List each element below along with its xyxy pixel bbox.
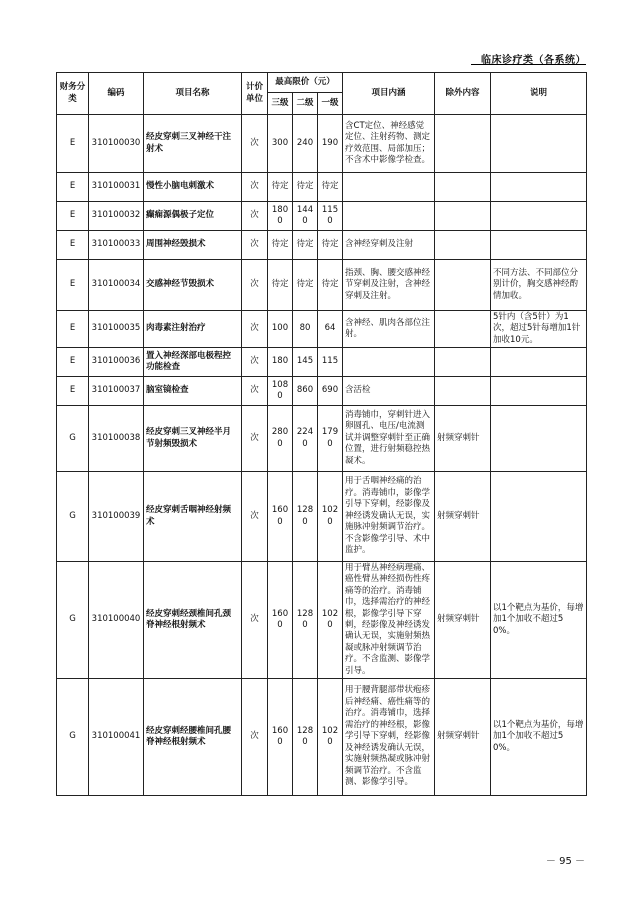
cell-price-level3: 180 [268,348,293,377]
cell-price-level2: 80 [293,311,318,348]
cell-name: 经皮穿刺舌咽神经射频术 [144,472,242,562]
cell-category: G [57,562,89,679]
cell-code: 310100040 [89,562,144,679]
header-unit: 计价单位 [242,73,268,115]
table-row [57,348,587,377]
cell-price-level2: 2240 [293,406,318,472]
cell-exclusion [435,260,491,311]
cell-name: 经皮穿刺三叉神经干注射术 [144,115,242,173]
cell-price-level1: 690 [318,377,343,406]
cell-price-level2: 1280 [293,562,318,679]
header-level1: 一级 [318,93,343,115]
table-row [57,679,587,796]
cell-price-level3: 待定 [268,260,293,311]
section-title: 临床诊疗类（各系统） [481,55,586,66]
cell-content: 含活检 [343,377,435,406]
cell-price-level1: 待定 [318,260,343,311]
cell-price-level3: 待定 [268,173,293,202]
cell-price-level1: 1020 [318,679,343,796]
cell-code: 310100034 [89,260,144,311]
cell-unit: 次 [242,260,268,311]
cell-code: 310100032 [89,202,144,231]
header-exclusion: 除外内容 [435,73,491,115]
cell-price-level3: 1600 [268,472,293,562]
header-level3: 三级 [268,93,293,115]
cell-content [343,348,435,377]
cell-price-level1: 64 [318,311,343,348]
header-category: 财务分类 [57,73,89,115]
cell-price-level1: 1150 [318,202,343,231]
cell-name: 置入神经深部电极程控功能检查 [144,348,242,377]
cell-code: 310100030 [89,115,144,173]
cell-name: 脑室镜检查 [144,377,242,406]
cell-category: E [57,231,89,260]
cell-price-level3: 300 [268,115,293,173]
cell-content: 用于臂丛神经病理痛、癌性臂丛神经损伤性疼痛等的治疗。消毒铺巾，选择需治疗的神经根，影像学引导下穿刺，经影像及神经诱发确认无误，实施射频热凝或脉冲射频调节治疗。不含监测、影像学引导。 [343,562,435,679]
cell-unit: 次 [242,679,268,796]
cell-exclusion: 射频穿刺针 [435,472,491,562]
table-row [57,472,587,562]
cell-category: G [57,472,89,562]
cell-note [491,406,587,472]
cell-unit: 次 [242,311,268,348]
table-row [57,562,587,679]
cell-name: 癫痫源偶极子定位 [144,202,242,231]
cell-name: 肉毒素注射治疗 [144,311,242,348]
cell-category: E [57,348,89,377]
cell-unit: 次 [242,231,268,260]
cell-price-level1: 190 [318,115,343,173]
cell-unit: 次 [242,348,268,377]
cell-price-level2: 1280 [293,679,318,796]
cell-price-level1: 待定 [318,231,343,260]
cell-category: E [57,202,89,231]
cell-content: 含神经、肌肉各部位注射。 [343,311,435,348]
cell-name: 周围神经毁损术 [144,231,242,260]
cell-exclusion [435,348,491,377]
cell-category: E [57,173,89,202]
cell-exclusion: 射频穿刺针 [435,406,491,472]
cell-note [491,231,587,260]
cell-code: 310100038 [89,406,144,472]
cell-exclusion: 射频穿刺针 [435,562,491,679]
cell-exclusion [435,311,491,348]
cell-unit: 次 [242,472,268,562]
cell-price-level1: 1020 [318,472,343,562]
cell-price-level3: 100 [268,311,293,348]
cell-content: 含神经穿刺及注射 [343,231,435,260]
table-row [57,406,587,472]
cell-content: 用于腰背腿部带状疱疹后神经痛、癌性痛等的治疗。消毒铺巾，选择需治疗的神经根，影像学引导下穿刺，经影像及神经诱发确认无误，实施射频热凝或脉冲射频调节治疗。不含监测、影像学引导。 [343,679,435,796]
table-row [57,231,587,260]
cell-category: E [57,260,89,311]
cell-category: E [57,115,89,173]
cell-price-level2: 240 [293,115,318,173]
cell-price-level3: 1080 [268,377,293,406]
cell-exclusion [435,231,491,260]
cell-unit: 次 [242,202,268,231]
cell-price-level1: 115 [318,348,343,377]
header-max-price: 最高限价（元） [268,73,343,93]
cell-note: 不同方法、不同部位分别计价，胸交感神经酌情加收。 [491,260,587,311]
header-name: 项目名称 [144,73,242,115]
cell-price-level2: 待定 [293,260,318,311]
cell-name: 经皮穿刺经颈椎间孔颈脊神经根射频术 [144,562,242,679]
cell-unit: 次 [242,562,268,679]
cell-content: 指颈、胸、腰交感神经节穿刺及注射，含神经穿刺及注射。 [343,260,435,311]
cell-note [491,173,587,202]
cell-code: 310100035 [89,311,144,348]
header-rule [471,64,586,65]
cell-exclusion: 射频穿刺针 [435,679,491,796]
cell-content: 消毒铺巾，穿刺针进入卵圆孔、电压/电流测试并调整穿刺针至正确位置，进行射频稳控热凝术。 [343,406,435,472]
cell-category: E [57,377,89,406]
header-code: 编码 [89,73,144,115]
cell-note: 5针内（含5针）为1次，超过5针每增加1针加收10元。 [491,311,587,348]
cell-price-level2: 1440 [293,202,318,231]
cell-category: G [57,679,89,796]
header-level2: 二级 [293,93,318,115]
cell-name: 慢性小脑电刺激术 [144,173,242,202]
cell-price-level3: 1800 [268,202,293,231]
cell-code: 310100033 [89,231,144,260]
cell-exclusion [435,115,491,173]
cell-exclusion [435,173,491,202]
cell-price-level1: 待定 [318,173,343,202]
cell-code: 310100031 [89,173,144,202]
cell-price-level1: 1790 [318,406,343,472]
price-table [56,72,587,796]
cell-content: 用于舌咽神经痛的治疗。消毒铺巾，影像学引导下穿刺，经影像及神经诱发确认无误，实施脉冲射频调节治疗。不含影像学引导、术中监护。 [343,472,435,562]
cell-price-level2: 1280 [293,472,318,562]
cell-code: 310100036 [89,348,144,377]
table-row [57,115,587,173]
cell-content [343,202,435,231]
cell-price-level3: 待定 [268,231,293,260]
cell-name: 交感神经节毁损术 [144,260,242,311]
cell-name: 经皮穿刺三叉神经半月节射频毁损术 [144,406,242,472]
cell-exclusion [435,377,491,406]
cell-code: 310100041 [89,679,144,796]
cell-price-level2: 145 [293,348,318,377]
header-note: 说明 [491,73,587,115]
cell-unit: 次 [242,173,268,202]
cell-category: G [57,406,89,472]
cell-note [491,472,587,562]
cell-note: 以1个靶点为基价，每增加1个加收不超过50%。 [491,679,587,796]
table-row [57,173,587,202]
cell-unit: 次 [242,406,268,472]
cell-unit: 次 [242,377,268,406]
cell-unit: 次 [242,115,268,173]
cell-category: E [57,311,89,348]
cell-note: 以1个靶点为基价，每增加1个加收不超过50%。 [491,562,587,679]
header-content: 项目内涵 [343,73,435,115]
table-row [57,202,587,231]
cell-note [491,377,587,406]
cell-code: 310100037 [89,377,144,406]
cell-price-level3: 1600 [268,679,293,796]
page-number: － 95 － [545,856,585,867]
cell-content: 含CT定位、神经感觉定位、注射药物、测定疗效范围、局部加压；不含术中影像学检查。 [343,115,435,173]
cell-price-level3: 1600 [268,562,293,679]
cell-price-level2: 待定 [293,231,318,260]
table-row [57,311,587,348]
cell-price-level2: 860 [293,377,318,406]
cell-code: 310100039 [89,472,144,562]
cell-price-level3: 2800 [268,406,293,472]
cell-note [491,115,587,173]
cell-note [491,202,587,231]
cell-exclusion [435,202,491,231]
table-row [57,260,587,311]
cell-content [343,173,435,202]
cell-price-level2: 待定 [293,173,318,202]
cell-price-level1: 1020 [318,562,343,679]
cell-note [491,348,587,377]
cell-name: 经皮穿刺经腰椎间孔腰脊神经根射频术 [144,679,242,796]
table-row [57,377,587,406]
